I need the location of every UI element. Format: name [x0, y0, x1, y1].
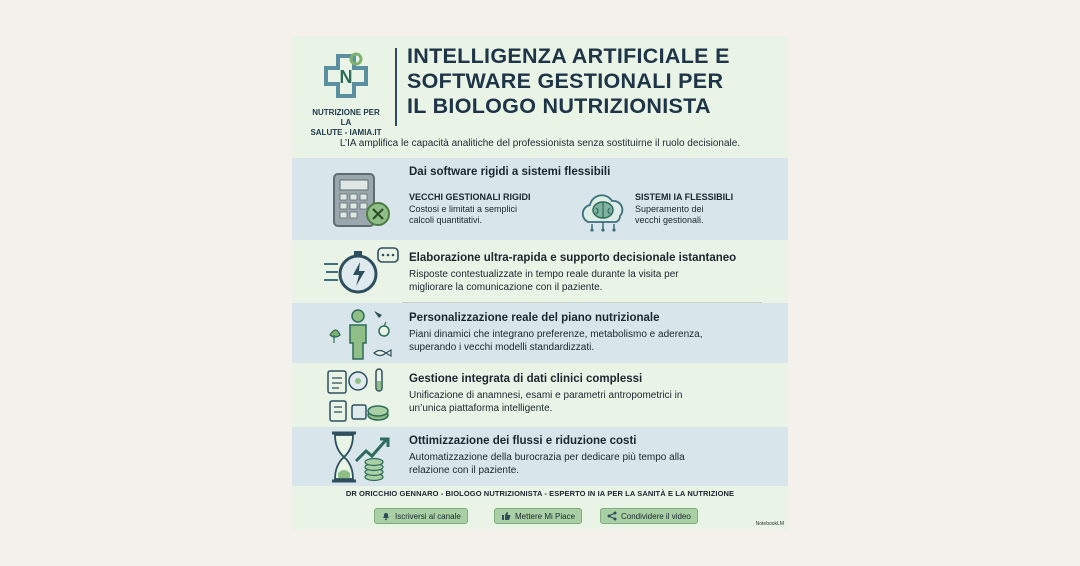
section-body-line1: Unificazione di anamnesi, esami e parametri antropometrici in	[409, 390, 683, 401]
section-personalization	[292, 303, 788, 363]
infographic-poster	[292, 36, 788, 530]
bell-icon	[381, 511, 391, 521]
like-button[interactable]	[494, 508, 582, 524]
logo-text	[306, 108, 386, 138]
section-body	[409, 328, 769, 354]
title-line3: IL BIOLOGO NUTRIZIONISTA	[407, 94, 711, 118]
author-footer: DR ORICCHIO GENNARO - BIOLOGO NUTRIZIONISTA - ESPERTO IN IA PER LA SANITÀ E LA NUTRIZIONE	[345, 489, 735, 498]
calculator-icon	[332, 172, 392, 228]
ai-systems-text	[635, 204, 704, 226]
subtitle: L’IA amplifica le capacità analitiche del professionista senza sostituirne il ruolo decisionale.	[339, 138, 741, 149]
person-food-icon	[324, 305, 394, 363]
section-body	[409, 451, 769, 477]
section-workflow-optimization	[292, 427, 788, 486]
section-title: Elaborazione ultra-rapida e supporto decisionale istantaneo	[409, 252, 737, 264]
nutrition-logo-icon	[322, 50, 370, 102]
ai-systems-text-line1: Superamento dei	[635, 204, 704, 214]
section-body	[409, 268, 769, 294]
stopwatch-icon	[322, 244, 402, 300]
section-title: Dai software rigidi a sistemi flessibili	[409, 166, 611, 178]
section-title: Ottimizzazione dei flussi e riduzione costi	[409, 435, 637, 447]
like-label: Mettere Mi Piace	[515, 511, 576, 521]
section-body-line2: superando i vecchi modelli standardizzati.	[409, 342, 595, 353]
section-fast-processing	[292, 240, 788, 302]
title-line2: SOFTWARE GESTIONALI PER	[407, 69, 724, 93]
logo-text-line2: SALUTE - IAMIA.IT	[310, 128, 382, 137]
share-button[interactable]	[600, 508, 698, 524]
title-separator	[395, 48, 397, 126]
svg-text:N: N	[339, 67, 353, 87]
section-body-line2: migliorare la comunicazione con il paziente.	[409, 282, 603, 293]
share-label: Condividere il video	[621, 511, 691, 521]
section-body-line1: Risposte contestualizzate in tempo reale durante la visita per	[409, 269, 679, 280]
section-clinical-data	[292, 363, 788, 427]
old-systems-heading: VECCHI GESTIONALI RIGIDI	[409, 192, 531, 202]
ai-systems-heading: SISTEMI IA FLESSIBILI	[635, 192, 734, 202]
hourglass-coins-icon	[328, 431, 392, 483]
old-systems-text-line2: calcoli quantitativi.	[409, 215, 483, 225]
title-line1: INTELLIGENZA ARTIFICIALE E	[407, 44, 730, 68]
old-systems-text	[409, 204, 517, 226]
section-title: Personalizzazione reale del piano nutrizionale	[409, 312, 660, 324]
section-title: Gestione integrata di dati clinici complessi	[409, 373, 643, 385]
thumbs-up-icon	[501, 511, 511, 521]
section-body-line1: Piani dinamici che integrano preferenze, metabolismo e aderenza,	[409, 329, 703, 340]
brain-cloud-icon	[578, 188, 628, 232]
section-body	[409, 389, 769, 415]
old-systems-text-line1: Costosi e limitati a semplici	[409, 204, 518, 214]
notebooklm-watermark: NotebookLM	[755, 521, 784, 527]
section-body-line2: un’unica piattaforma intelligente.	[409, 403, 553, 414]
section-body-line1: Automatizzazione della burocrazia per dedicare più tempo alla	[409, 452, 685, 463]
clinical-data-icon	[326, 365, 392, 425]
subscribe-label: Iscriversi al canale	[395, 511, 461, 521]
ai-systems-text-line2: vecchi gestionali.	[635, 215, 704, 225]
page-title	[407, 44, 787, 119]
share-icon	[607, 511, 617, 521]
section-body-line2: relazione con il paziente.	[409, 465, 520, 476]
logo-text-line1: NUTRIZIONE PER LA	[312, 108, 380, 127]
subscribe-button[interactable]	[374, 508, 468, 524]
section-flexible-systems	[292, 158, 788, 240]
logo	[306, 50, 386, 146]
